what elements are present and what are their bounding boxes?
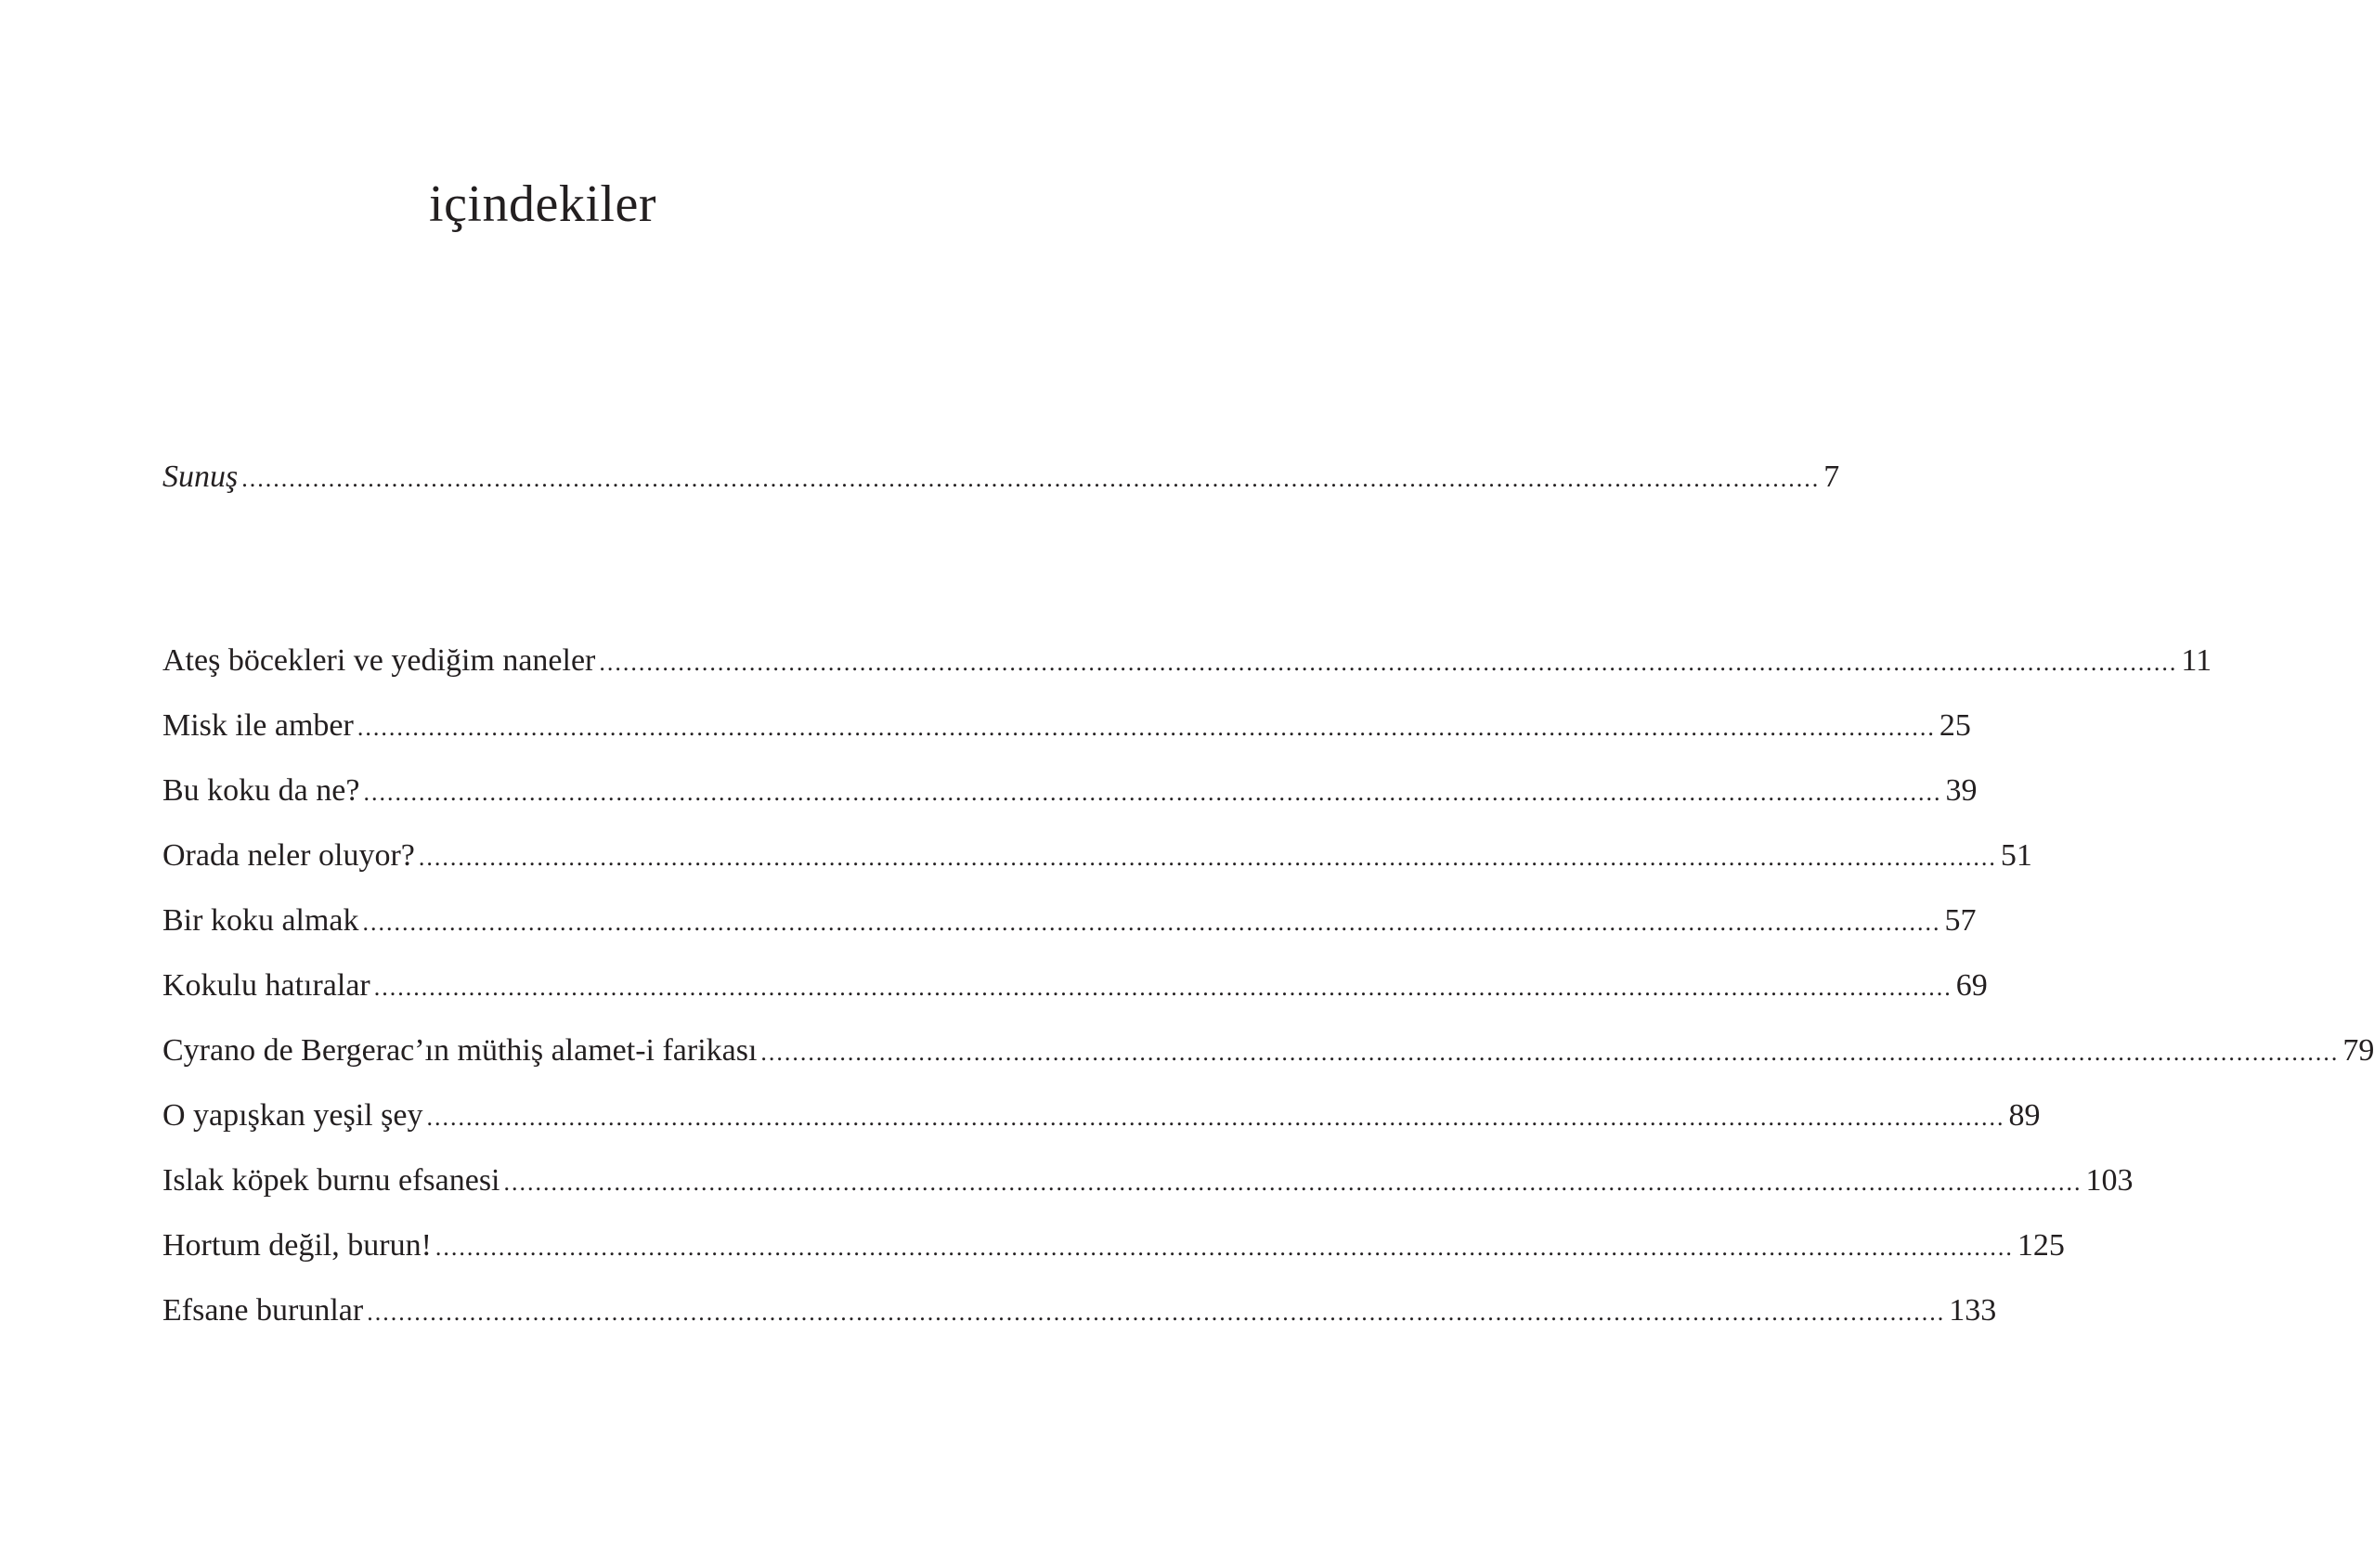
toc-entry	[162, 901, 1977, 940]
toc-entry-page: 39	[1945, 773, 1978, 808]
toc-entry	[162, 771, 1978, 810]
toc-entry	[162, 1161, 2134, 1200]
toc-entry-page: 79	[2342, 1033, 2374, 1068]
toc-entry-page: 7	[1823, 460, 1840, 494]
dot-leader: ........................................................................................................................................................................................................	[241, 465, 1821, 492]
toc-entry-title: Sunuş	[162, 460, 239, 494]
dot-leader: ........................................................................................................................................................................................................	[426, 1104, 2005, 1131]
toc-entry-preface	[162, 458, 1840, 497]
toc-entry-page: 69	[1955, 968, 1988, 1003]
toc-entry-page: 125	[2017, 1228, 2065, 1263]
toc-entry	[162, 706, 1971, 745]
toc-entry	[162, 641, 2212, 680]
dot-leader: ........................................................................................................................................................................................................	[418, 844, 1997, 871]
toc-entry-title: Bir koku almak	[162, 903, 359, 938]
toc-entry-title: Hortum değil, burun!	[162, 1228, 432, 1263]
page-title: içindekiler	[429, 175, 656, 233]
toc-entry-page: 25	[1939, 708, 1971, 743]
toc-entry	[162, 1291, 1997, 1330]
toc-entry-page: 57	[1944, 903, 1977, 938]
dot-leader: ........................................................................................................................................................................................................	[363, 779, 1942, 806]
dot-leader: ........................................................................................................................................................................................................	[362, 909, 1941, 936]
toc-entry-page: 89	[2008, 1098, 2041, 1133]
toc-entry	[162, 1031, 2374, 1070]
dot-leader: ........................................................................................................................................................................................................	[503, 1169, 2082, 1196]
toc-entry-title: Cyrano de Bergerac’ın müthiş alamet-i farikası	[162, 1033, 758, 1068]
toc-entry-page: 51	[2000, 838, 2032, 873]
toc-entry-page: 133	[1949, 1293, 1997, 1328]
toc-entry-page: 103	[2085, 1163, 2134, 1198]
toc-entry-title: Ateş böcekleri ve yediğim naneler	[162, 643, 596, 678]
toc-entry	[162, 966, 1988, 1005]
toc-entry-title: O yapışkan yeşil şey	[162, 1098, 423, 1133]
toc-entry-title: Kokulu hatıralar	[162, 968, 370, 1003]
toc-entry-title: Bu koku da ne?	[162, 773, 360, 808]
dot-leader: ........................................................................................................................................................................................................	[367, 1299, 1946, 1326]
toc-entry-title: Efsane burunlar	[162, 1293, 364, 1328]
dot-leader: ........................................................................................................................................................................................................	[373, 974, 1952, 1001]
toc-entry	[162, 836, 2032, 875]
toc-entry-title: Orada neler oluyor?	[162, 838, 415, 873]
toc-entry-page: 11	[2181, 643, 2212, 678]
dot-leader: ........................................................................................................................................................................................................	[435, 1234, 2014, 1261]
toc-entry	[162, 1096, 2041, 1135]
toc-entry-title: Misk ile amber	[162, 708, 354, 743]
toc-entry-title: Islak köpek burnu efsanesi	[162, 1163, 500, 1198]
dot-leader: ........................................................................................................................................................................................................	[357, 714, 1936, 741]
toc-entry	[162, 1226, 2065, 1265]
dot-leader: ........................................................................................................................................................................................................	[760, 1039, 2340, 1066]
dot-leader: ........................................................................................................................................................................................................	[599, 649, 2178, 676]
